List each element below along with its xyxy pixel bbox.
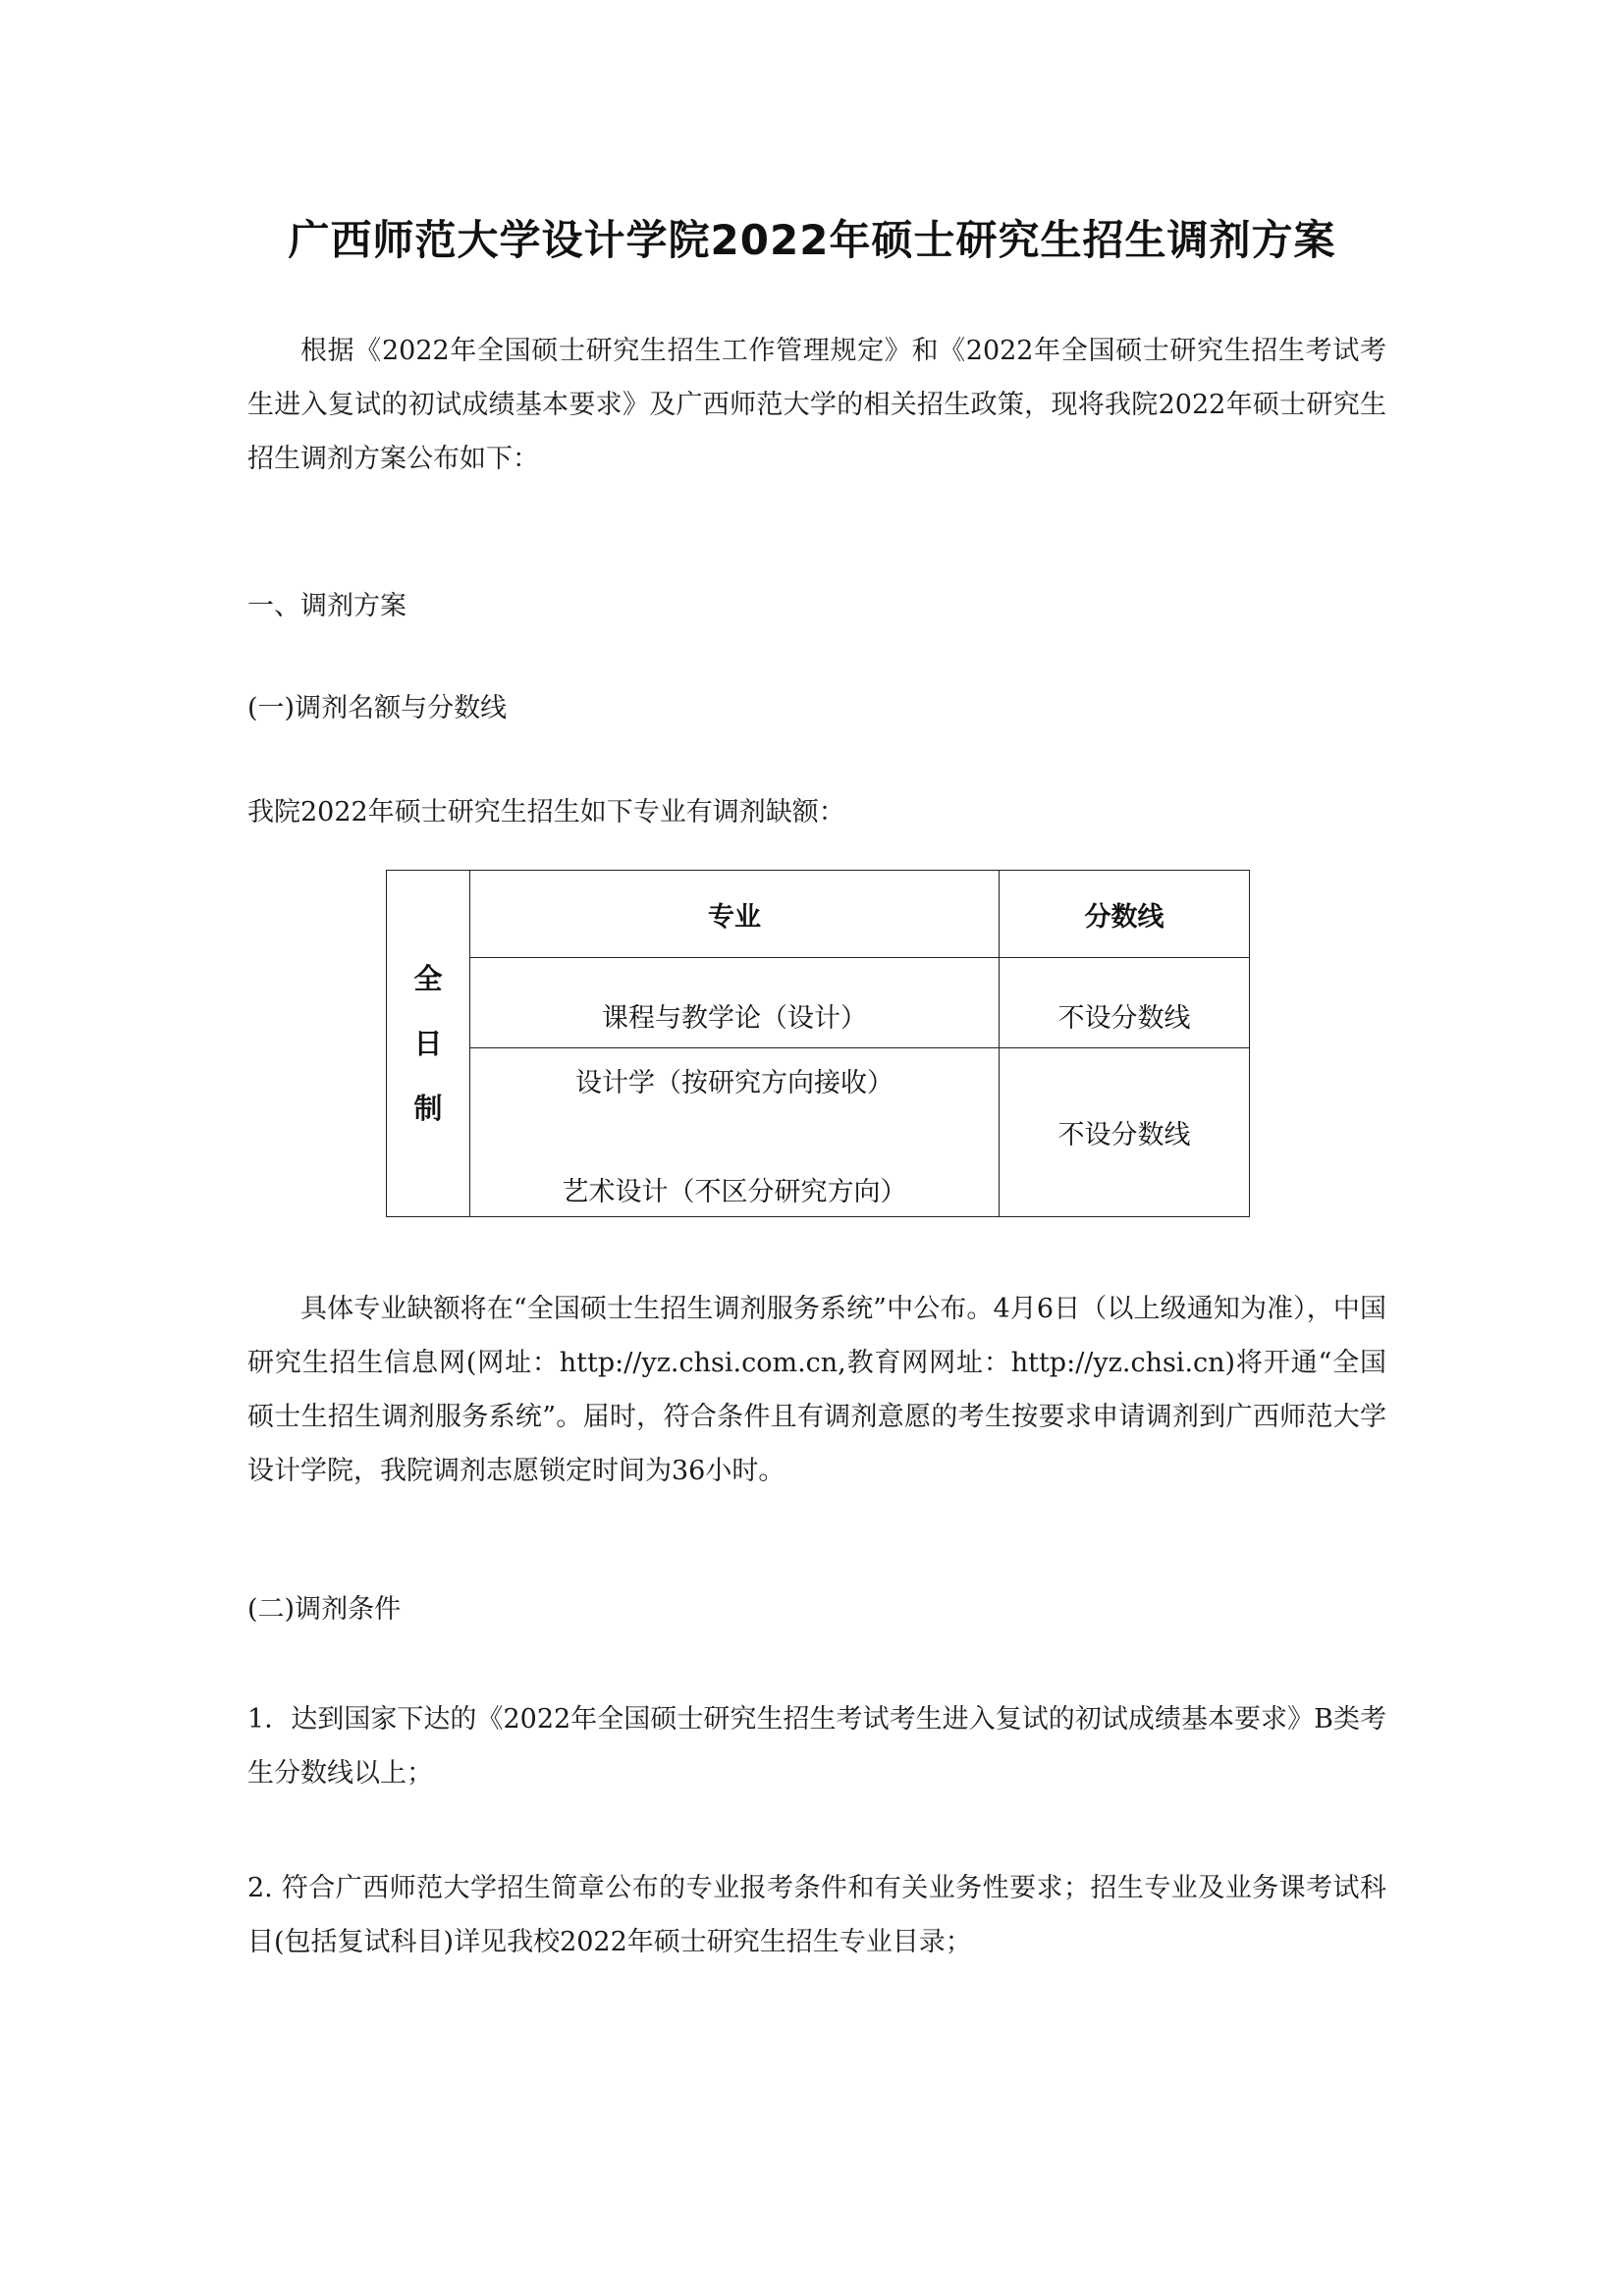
quota-intro: 我院2022年硕士研究生招生如下专业有调剂缺额： (247, 797, 845, 828)
condition-2: 2. 符合广西师范大学招生简章公布的专业报考条件和有关业务性要求；招生专业及业务课考试科目(包括复试科目)详见我校2022年硕士研究生招生专业目录； (247, 1873, 1386, 1957)
header-major: 专业 (470, 871, 1000, 958)
major-name: 艺术设计（不区分研究方向） (562, 1176, 907, 1207)
subsection-heading-conditions: (二)调剂条件 (247, 1594, 402, 1625)
table-header-row (387, 871, 1250, 958)
condition-1: 1．达到国家下达的《2022年全国硕士研究生招生考试考生进入复试的初试成绩基本要求》B类考生分数线以上； (247, 1704, 1386, 1789)
quota-table (386, 870, 1250, 1217)
intro-paragraph: 根据《2022年全国硕士研究生招生工作管理规定》和《2022年全国硕士研究生招生考试考生进入复试的初试成绩基本要求》及广西师范大学的相关招生政策，现将我院2022年硕士研究生招生调剂方案公布如下： (247, 336, 1386, 474)
document-title: 广西师范大学设计学院2022年硕士研究生招生调剂方案 (288, 216, 1336, 264)
side-label-char: 制 (413, 1092, 443, 1125)
fulltime-label-cell (387, 871, 470, 1217)
major-name: 设计学（按研究方向接收） (575, 1067, 893, 1098)
score-cell: 不设分数线 (1000, 1048, 1250, 1217)
side-label-char: 全 (413, 962, 443, 995)
major-cell (470, 958, 1000, 1048)
major-cell (470, 1048, 1000, 1217)
score-cell: 不设分数线 (1000, 958, 1250, 1048)
table-row (387, 958, 1250, 1048)
major-name: 课程与教学论（设计） (602, 1003, 867, 1034)
section-heading-plan: 一、调剂方案 (247, 591, 406, 621)
header-score: 分数线 (1000, 871, 1250, 958)
side-label-char: 日 (413, 1027, 443, 1060)
table-row (387, 1048, 1250, 1217)
subsection-heading-quota: (一)调剂名额与分数线 (247, 693, 508, 723)
system-paragraph: 具体专业缺额将在“全国硕士生招生调剂服务系统”中公布。4月6日（以上级通知为准），中国研究生招生信息网(网址：http://yz.chsi.com.cn,教育网网址：http://yz.chsi.cn)将开通“全国硕士生招生调剂服务系统”。届时，符合条件且有调剂意愿的考生按要求申请调剂到广西师范大学设计学院，我院调剂志愿锁定时间为36小时。 (247, 1294, 1386, 1486)
